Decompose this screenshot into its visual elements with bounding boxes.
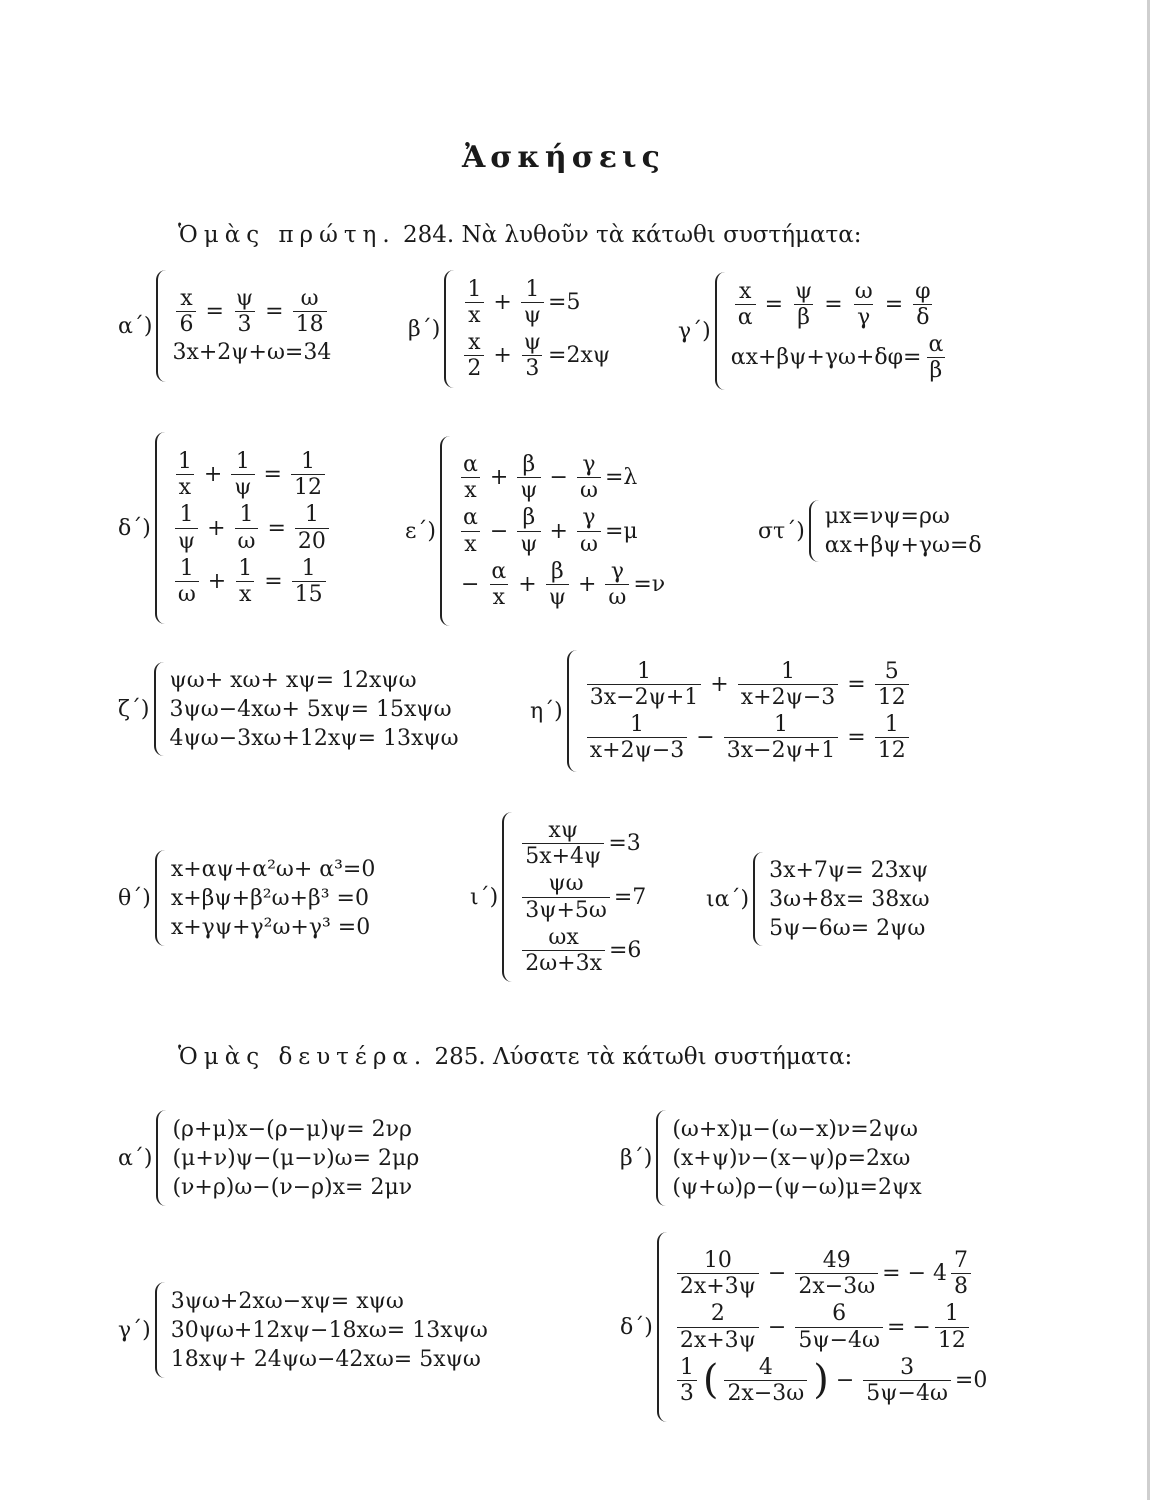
system-label: δ΄) [620,1314,653,1340]
equation-row: (μ+ν)ψ−(μ−ν)ω= 2μρ [172,1145,420,1171]
system-alpha [118,270,331,382]
left-brace [502,812,512,982]
equation-row: 30ψω+12xψ−18xω= 13xψω [170,1317,488,1343]
system-zeta [118,662,459,756]
equation-row: (ψ+ω)ρ−(ψ−ω)μ=2ψx [672,1174,922,1200]
left-brace [155,432,165,624]
equation-row: μx=νψ=ρω [824,504,950,529]
equation-row: ψω+ xω+ xψ= 12xψω [169,667,417,693]
system-label: γ΄) [118,1317,151,1343]
system-label: δ΄) [118,515,151,541]
equation-row: (x+ψ)ν−(x−ψ)ρ=2xω [672,1145,911,1171]
system-label: ια΄) [706,886,750,912]
left-brace [567,650,577,772]
system-label: α΄) [118,1145,153,1171]
equation-row: 3ψω+2xω−xψ= xψω [170,1288,404,1314]
left-brace [753,852,763,946]
equation-row: x+γψ+γ²ω+γ³ =0 [170,914,371,940]
equation-row: $\frac{\omega x}{2\omega+3x}$ =6 [518,924,646,977]
system-iota-alpha [706,852,930,946]
equation-row: $\frac{10}{2x+3\psi}$ − $\frac{49}{2x-3\omega}$ = − 4 $\frac{7}{8}$ [673,1247,988,1300]
system-2-alpha [118,1110,419,1206]
system-2-delta [620,1232,987,1422]
equation-row: 5ψ−6ω= 2ψω [769,915,926,941]
left-brace [155,850,165,946]
system-label: στ΄) [758,518,805,544]
system-epsilon [405,436,665,626]
system-label: α΄) [118,313,153,339]
equation-row: 3ψω−4xω+ 5xψ= 15xψω [169,696,452,722]
equation-row: αx+βψ+γω=δ [824,533,982,558]
equation-row: $\frac{1}{x+2\psi-3}$ − $\frac{1}{3x-2\psi+1}$ = $\frac{1}{12}$ [583,711,913,764]
system-eta [530,650,913,772]
system-label: ε΄) [405,518,436,544]
equation-row: 18xψ+ 24ψω−42xω= 5xψω [170,1346,481,1372]
equation-row: $\frac{\alpha}{x}$ − $\frac{\beta}{\psi}$ + $\frac{\gamma}{\omega}$ =μ [462,505,638,557]
instruction: Νὰ λυθοῦν τὰ κάτωθι συστήματα: [461,222,862,248]
group-label: Ὁμὰς πρώτη. [178,222,396,248]
equation-row: $\frac{x}{2}$ + $\frac{\psi}{3}$ =2xψ [460,329,610,382]
system-gamma [678,272,950,390]
section-heading-second [178,1044,852,1070]
system-stigma [758,500,982,562]
equation-row: $\frac{1}{\psi}$ + $\frac{1}{\omega}$ = $\frac{1}{20}$ [171,501,333,554]
system-label: θ΄) [118,885,151,911]
equation-row: $\frac{x}{\alpha}$ = $\frac{\psi}{\beta}$ = $\frac{\omega}{\gamma}$ = $\frac{\varphi}{\delta}$ [731,278,951,331]
page-edge [1147,0,1150,1500]
left-brace [444,270,454,388]
equation-row: − $\frac{\alpha}{x}$ + $\frac{\beta}{\psi}$ + $\frac{\gamma}{\omega}$ =ν [460,558,666,610]
system-label: η΄) [530,698,563,724]
equation-row: 3ω+8x= 38xω [769,886,930,912]
system-theta [118,850,375,946]
equation-row: $\frac{\psi\omega}{3\psi+5\omega}$ =7 [518,870,646,923]
exercise-number: 285. [434,1044,486,1070]
system-delta [118,432,333,624]
equation-row: 3x+7ψ= 23xψ [769,857,929,883]
left-brace [715,272,725,390]
equation-row: $\frac{1}{x}$ + $\frac{1}{\psi}$ =5 [460,276,610,329]
system-label: γ΄) [678,318,711,344]
equation-row: $\frac{1}{x}$ + $\frac{1}{\psi}$ = $\frac{1}{12}$ [171,448,333,501]
section-heading-first [178,222,862,248]
equation-row: (ν+ρ)ω−(ν−ρ)x= 2μν [172,1174,413,1200]
instruction: Λύσατε τὰ κάτωθι συστήματα: [493,1044,853,1070]
system-label: β΄) [620,1145,653,1171]
equation-row: (ω+x)μ−(ω−x)ν=2ψω [672,1116,918,1142]
left-brace [154,662,164,756]
left-brace [156,270,166,382]
equation-row: $\frac{1}{3x-2\psi+1}$ + $\frac{1}{x+2\psi-3}$ = $\frac{5}{12}$ [583,658,913,711]
equation-row: x+βψ+β²ω+β³ =0 [170,885,369,911]
system-label: β΄) [408,316,441,342]
equation-row: $\frac{\alpha}{x}$ + $\frac{\beta}{\psi}$ − $\frac{\gamma}{\omega}$ =λ [462,452,638,504]
system-beta [408,270,610,388]
system-label: ζ΄) [118,696,150,722]
left-brace [156,1110,166,1206]
system-iota [470,812,646,982]
equation-row: $\frac{2}{2x+3\psi}$ − $\frac{6}{5\psi-4\omega}$ = − $\frac{1}{12}$ [673,1300,988,1353]
equation-row: $\frac{x}{6}$ = $\frac{\psi}{3}$ = $\frac{\omega}{18}$ [172,285,331,338]
equation-row: $\frac{x\psi}{5x+4\psi}$ =3 [518,817,646,870]
system-label: ι΄) [470,884,499,910]
left-brace [440,436,450,626]
system-2-beta [620,1110,922,1206]
equation-row: x+αψ+α²ω+ α³=0 [170,856,376,882]
page-title: Ἀσκήσεις [462,140,665,175]
left-brace [809,500,819,562]
system-2-gamma [118,1282,488,1378]
equation-row: $\frac{1}{3}$ ( $\frac{4}{2x-3\omega}$ ) − $\frac{3}{5\psi-4\omega}$ =0 [673,1354,988,1407]
equation-row: 3x+2ψ+ω=34 [172,340,332,366]
left-brace [155,1282,165,1378]
exercise-number: 284. [402,222,455,248]
equation-row: 4ψω−3xω+12xψ= 13xψω [169,725,459,751]
left-brace [656,1110,666,1206]
equation-row: (ρ+μ)x−(ρ−μ)ψ= 2νρ [172,1116,412,1142]
equation-row: αx+βψ+γω+δφ= $\frac{\alpha}{\beta}$ [730,332,944,384]
group-label: Ὁμὰς δευτέρα. [178,1044,428,1070]
left-brace [657,1232,667,1422]
equation-row: $\frac{1}{\omega}$ + $\frac{1}{x}$ = $\frac{1}{15}$ [171,555,333,608]
